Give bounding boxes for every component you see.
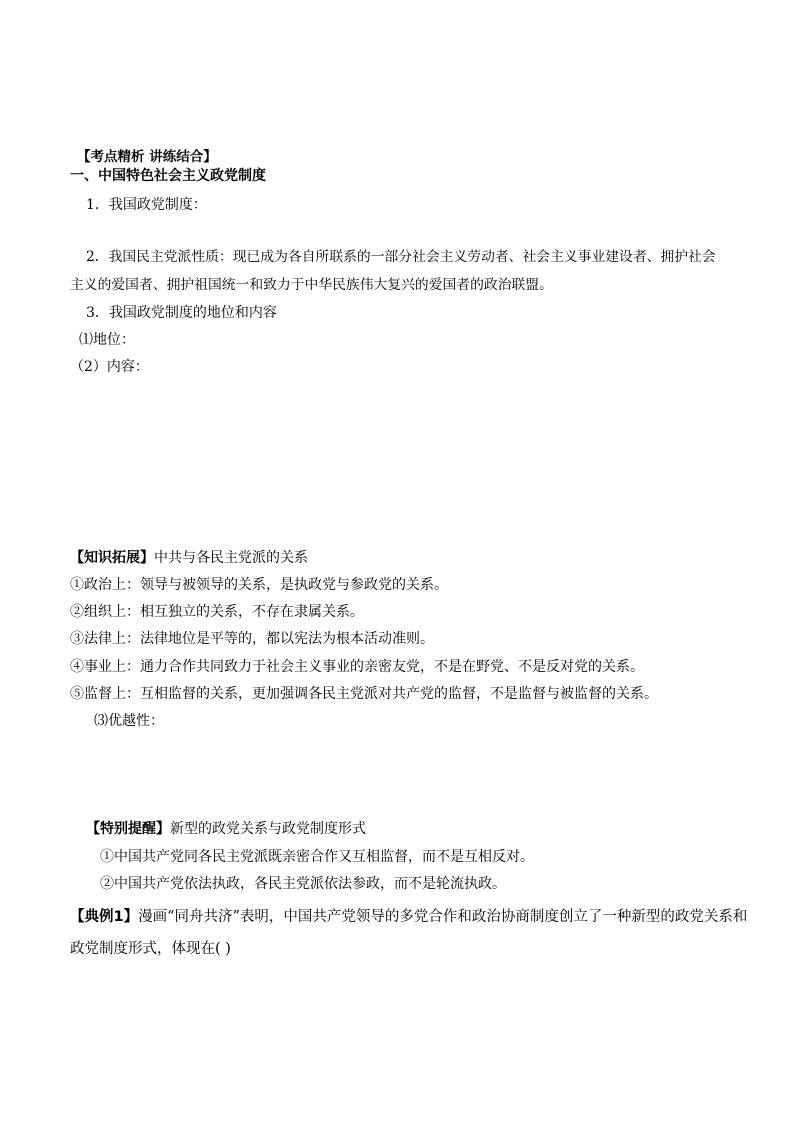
special-note-heading xyxy=(86,820,366,838)
example-1-line-1 xyxy=(70,908,747,926)
sub-item-content: （2）内容： xyxy=(70,359,149,375)
item-1: 1．我国政党制度： xyxy=(86,197,207,213)
relation-item: ④事业上：通力合作共同致力于社会主义事业的亲密友党，不是在野党、不是反对党的关系。 xyxy=(70,659,644,675)
special-note-title: 新型的政党关系与政党制度形式 xyxy=(170,821,366,837)
sub-item-superiority: ⑶优越性： xyxy=(94,713,164,729)
knowledge-extension-label: 【知识拓展】 xyxy=(70,550,154,566)
example-1-label: 【典例1】 xyxy=(70,909,139,925)
relation-item: ⑤监督上：互相监督的关系，更加强调各民主党派对共产党的监督，不是监督与被监督的关系。 xyxy=(70,686,658,702)
section-header: 【考点精析 讲练结合】 xyxy=(77,149,217,165)
example-1-line-2: 政党制度形式，体现在( ) xyxy=(70,941,231,957)
knowledge-extension-heading xyxy=(70,549,308,567)
item-2-line-1: 2．我国民主党派性质：现已成为各自所联系的一部分社会主义劳动者、社会主义事业建设者、拥护社会 xyxy=(86,249,716,265)
item-2-line-2: 主义的爱国者、拥护祖国统一和致力于中华民族伟大复兴的爱国者的政治联盟。 xyxy=(70,277,553,293)
item-3: 3．我国政党制度的地位和内容 xyxy=(86,305,277,321)
example-1-question: 漫画“同舟共济”表明，中国共产党领导的多党合作和政治协商制度创立了一种新型的政党关系和 xyxy=(138,909,748,925)
sub-item-position: ⑴地位： xyxy=(79,332,135,348)
relation-item: ①政治上：领导与被领导的关系，是执政党与参政党的关系。 xyxy=(70,577,448,593)
relation-item: ③法律上：法律地位是平等的，都以宪法为根本活动准则。 xyxy=(70,631,434,647)
knowledge-extension-title: 中共与各民主党派的关系 xyxy=(154,550,308,566)
section-title: 一、中国特色社会主义政党制度 xyxy=(70,168,266,184)
relation-item: ②组织上：相互独立的关系，不存在隶属关系。 xyxy=(70,604,364,620)
special-note-label: 【特别提醒】 xyxy=(86,821,170,837)
note-item: ①中国共产党同各民主党派既亲密合作又互相监督，而不是互相反对。 xyxy=(100,849,534,865)
note-item: ②中国共产党依法执政，各民主党派依法参政，而不是轮流执政。 xyxy=(100,876,506,892)
